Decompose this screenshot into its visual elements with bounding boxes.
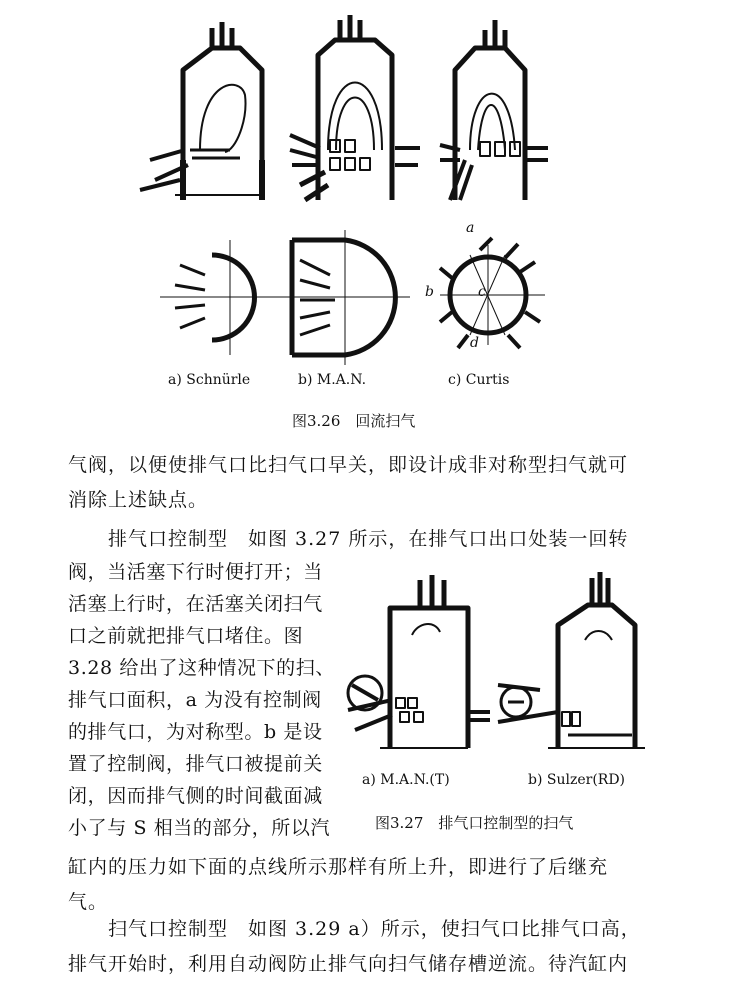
sublabel-man: b) M.A.N.: [298, 372, 367, 388]
curtis-letter-a: a: [466, 220, 475, 236]
curtis-letter-d: d: [470, 335, 479, 351]
wrapped-line: 排气口面积，a 为没有控制阀: [68, 689, 322, 711]
paragraph-3-line-1: 扫气口控制型 如图 3.29 a）所示，使扫气口比排气口高，: [68, 918, 641, 940]
wrapped-line: 口之前就把排气口堵住。图: [68, 625, 304, 647]
paragraph-1: [68, 448, 728, 518]
wrapped-line: 阀，当活塞下行时便打开；当: [68, 561, 323, 583]
wrapped-line: 3.28 给出了这种情况下的扫、: [68, 657, 335, 679]
wrapped-line: 活塞上行时，在活塞关闭扫气: [68, 593, 323, 615]
cylinder-man-t: [348, 575, 490, 748]
wrapped-line: 小了与 S 相当的部分，所以汽: [68, 817, 331, 839]
paragraph-3-line-2: 排气开始时，利用自动阀防止排气向扫气储存槽逆流。待汽缸内: [68, 953, 629, 975]
paragraph-1-line-2: 消除上述缺点。: [68, 489, 209, 511]
figure-3-27-caption: 图3.27 排气口控制型的扫气: [375, 814, 574, 832]
continuation-line-2: 气。: [68, 891, 109, 913]
wrapped-line: 置了控制阀，排气口被提前关: [68, 753, 323, 775]
cylinder-curtis: [440, 20, 548, 200]
curtis-letter-c: c: [478, 284, 486, 300]
sublabel-schnurle: a) Schnürle: [168, 372, 251, 388]
sublabel-curtis: c) Curtis: [448, 372, 510, 388]
figure-3-26-caption: 图3.26 回流扫气: [292, 412, 416, 430]
figure-3-26-drawings: [0, 0, 738, 420]
wrapped-line: 闭，因而排气侧的时间截面减: [68, 785, 323, 807]
cylinder-schnurle: [140, 22, 262, 200]
paragraph-2-first-line: 排气口控制型 如图 3.27 所示，在排气口出口处装一回转: [68, 528, 629, 550]
section-schnurle: [160, 240, 290, 355]
cylinder-sulzer-rd: [498, 572, 645, 748]
section-man: [280, 230, 410, 365]
paragraph-2-continuation: [68, 850, 728, 920]
paragraph-2-wrapped: [68, 556, 358, 844]
continuation-line-1: 缸内的压力如下面的点线所示那样有所上升，即进行了后继充: [68, 856, 609, 878]
sublabel-man-t: a) M.A.N.(T): [362, 772, 450, 788]
paragraph-3: [68, 912, 728, 982]
sublabel-sulzer-rd: b) Sulzer(RD): [528, 772, 626, 788]
cylinder-man: [290, 15, 420, 200]
curtis-letter-b: b: [425, 284, 434, 300]
wrapped-line: 的排气口，为对称型。b 是设: [68, 721, 323, 743]
paragraph-1-line-1: 气阀，以便使排气口比扫气口早关，即设计成非对称型扫气就可: [68, 454, 629, 476]
section-curtis: [440, 238, 545, 348]
